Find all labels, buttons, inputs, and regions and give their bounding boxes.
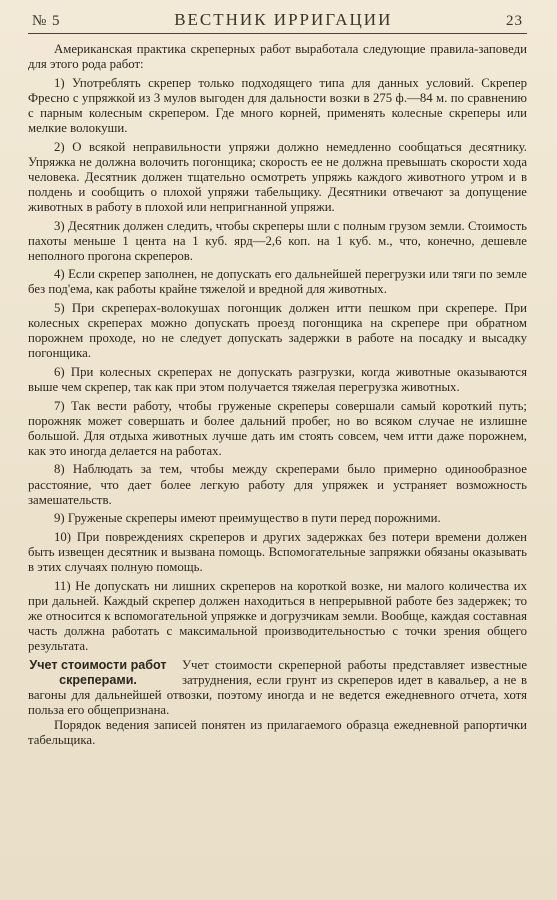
rule-paragraph-1: 1) Употреблять скрепер только подходящего типа для данных условий. Скрепер Фресно с упряжкой из 3 мулов выгоден для дальности возки в 275 ф.—84 м. по сравнению с парным колесным скрепером. Где много корней, применять колесные скреперы или мелкие волокуши. [28,75,527,135]
rule-paragraph-4: 4) Если скрепер заполнен, не допускать его дальнейшей перегрузки или тяги по земле без под'ема, как работы крайне тяжелой и вредной для животных. [28,267,527,297]
rule-paragraph-5: 5) При скреперах-волокушах погонщик должен итти пешком при скрепере. При колесных скреперах можно допускать проезд погонщика на скрепере при обратном порожнем проходе, но не следует допускать задержки в работе на посадку и высадку погонщика. [28,301,527,361]
rule-paragraph-2: 2) О всякой неправильности упряжи должно немедленно сообщаться десятнику. Упряжка не должна волочить погонщика; скорость ее не должна превышать скорости хода человека. Десятник должен тщательно осмотреть упряжь каждого животного утром и в полдень и сообщить о плохой упряжи табельщику. Десятники отвечают за допущение животных в работу в плохой или непригнанной упряжи. [28,139,527,214]
final-paragraph: Порядок ведения записей понятен из прилагаемого образца ежедневной рапортички табельщика. [28,717,527,748]
cost-accounting-paragraph: Учет стоимости скреперной работы представляет известные затруднения, если грунт из скреперов идет в кавальер, а не в вагоны для дальнейшей отвозки, поэтому иногда и не ведется ежедневного отчета, хотя польза его общепризнана. [28,657,527,717]
section-side-heading: Учет стоимости работ скреперами. [29,657,167,687]
rule-paragraph-3: 3) Десятник должен следить, чтобы скреперы шли с полным грузом земли. Стоимость пахоты меньше 1 цента на 1 куб. ярд—2,6 коп. на 1 куб. м., что, конечно, дешевле неполного прогона скреперов. [28,218,527,263]
header-rule [28,33,527,34]
intro-paragraph: Американская практика скреперных работ выработала следующие правила-заповеди для этого рода работ: [28,42,527,72]
rule-paragraph-7: 7) Так вести работу, чтобы груженые скреперы совершали самый короткий путь; порожняк может совершать и более дальний пробег, но во всяком случае не излишне большой. Для отдыха животных лучше дать им стоять совсем, чем итти даже порожнем, как это иногда делается на работах. [28,398,527,458]
page-number: 23 [505,13,523,29]
issue-number: № 5 [32,13,61,29]
rule-paragraph-10: 10) При повреждениях скреперов и других задержках без потери времени должен быть извещен десятник и вызвана помощь. Вспомогательные запряжки обязаны оказывать в этих случаях полную помощь. [28,529,527,574]
rule-paragraph-9: 9) Груженые скреперы имеют преимущество в пути перед порожними. [54,511,441,526]
journal-title: ВЕСТНИК ИРРИГАЦИИ [174,10,393,29]
article-body [28,42,527,748]
page-header [28,10,527,33]
cost-accounting-section [28,658,527,718]
rule-paragraph-6: 6) При колесных скреперах не допускать разгрузки, когда животные оказываются выше чем скрепер, так как при этом получается тяжелая перегрузка животных. [28,364,527,394]
rule-paragraph-11: 11) Не допускать ни лишних скреперов на короткой возке, ни малого количества их при дальней. Каждый скрепер должен находиться в непрерывной работе без задержек; то же относится к вспомогательной упряжке и догрузчикам земли. Вообще, каждая составная часть должна работать с максимальной производительностью с точки зрения общего результата. [28,578,527,653]
rule-paragraph-8: 8) Наблюдать за тем, чтобы между скреперами было примерно одинообразное расстояние, что дает более легкую работу для упряжек и устраняет возможность замешательств. [28,462,527,507]
